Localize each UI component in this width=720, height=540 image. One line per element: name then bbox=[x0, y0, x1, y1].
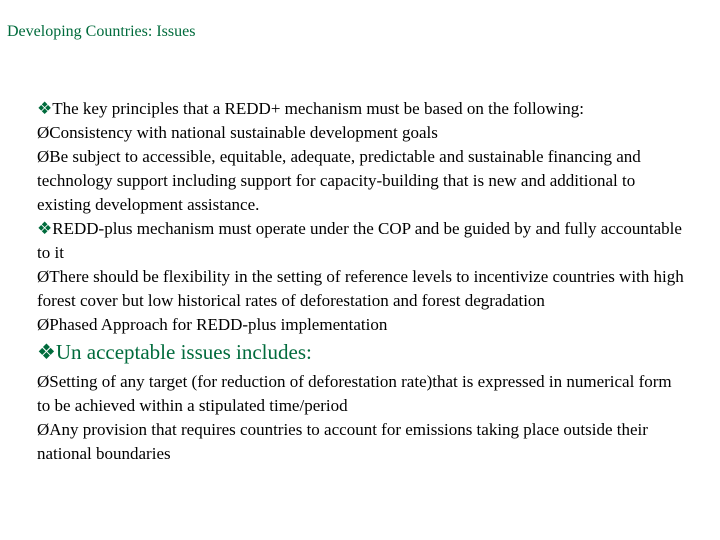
item-text: Any provision that requires countries to account for emissions taking place outside their national boundaries bbox=[37, 420, 648, 463]
arrow-bullet-icon: Ø bbox=[37, 267, 50, 286]
arrow-bullet-icon: Ø bbox=[37, 420, 50, 439]
list-item bbox=[37, 418, 687, 466]
slide-body bbox=[37, 97, 687, 466]
item-text: REDD-plus mechanism must operate under the COP and be guided by and fully accountable to it bbox=[37, 219, 682, 262]
list-item bbox=[37, 145, 687, 217]
diamond-bullet-icon: ❖ bbox=[37, 340, 56, 364]
list-item bbox=[37, 97, 687, 121]
item-text: There should be flexibility in the setting of reference levels to incentivize countries with high forest cover but low historical rates of deforestation and forest degradation bbox=[37, 267, 684, 310]
list-item bbox=[37, 370, 687, 418]
arrow-bullet-icon: Ø bbox=[37, 123, 50, 142]
section-heading bbox=[37, 339, 687, 365]
item-text: Be subject to accessible, equitable, adequate, predictable and sustainable financing and technology support including support for capacity-building that is new and additional to existing development assistance. bbox=[37, 147, 641, 214]
diamond-bullet-icon: ❖ bbox=[37, 219, 53, 238]
list-item bbox=[37, 313, 687, 337]
diamond-bullet-icon: ❖ bbox=[37, 99, 53, 118]
arrow-bullet-icon: Ø bbox=[37, 147, 50, 166]
list-item bbox=[37, 121, 687, 145]
slide-title: Developing Countries: Issues bbox=[7, 23, 196, 40]
arrow-bullet-icon: Ø bbox=[37, 372, 50, 391]
arrow-bullet-icon: Ø bbox=[37, 315, 50, 334]
item-text: The key principles that a REDD+ mechanism must be based on the following: bbox=[52, 99, 584, 118]
item-text: Setting of any target (for reduction of deforestation rate)that is expressed in numerical form to be achieved within a stipulated time/period bbox=[37, 372, 672, 415]
list-item bbox=[37, 265, 687, 313]
item-text: Phased Approach for REDD-plus implementation bbox=[49, 315, 388, 334]
item-text: Consistency with national sustainable development goals bbox=[49, 123, 438, 142]
list-item bbox=[37, 217, 687, 265]
item-text: Un acceptable issues includes: bbox=[55, 340, 312, 364]
